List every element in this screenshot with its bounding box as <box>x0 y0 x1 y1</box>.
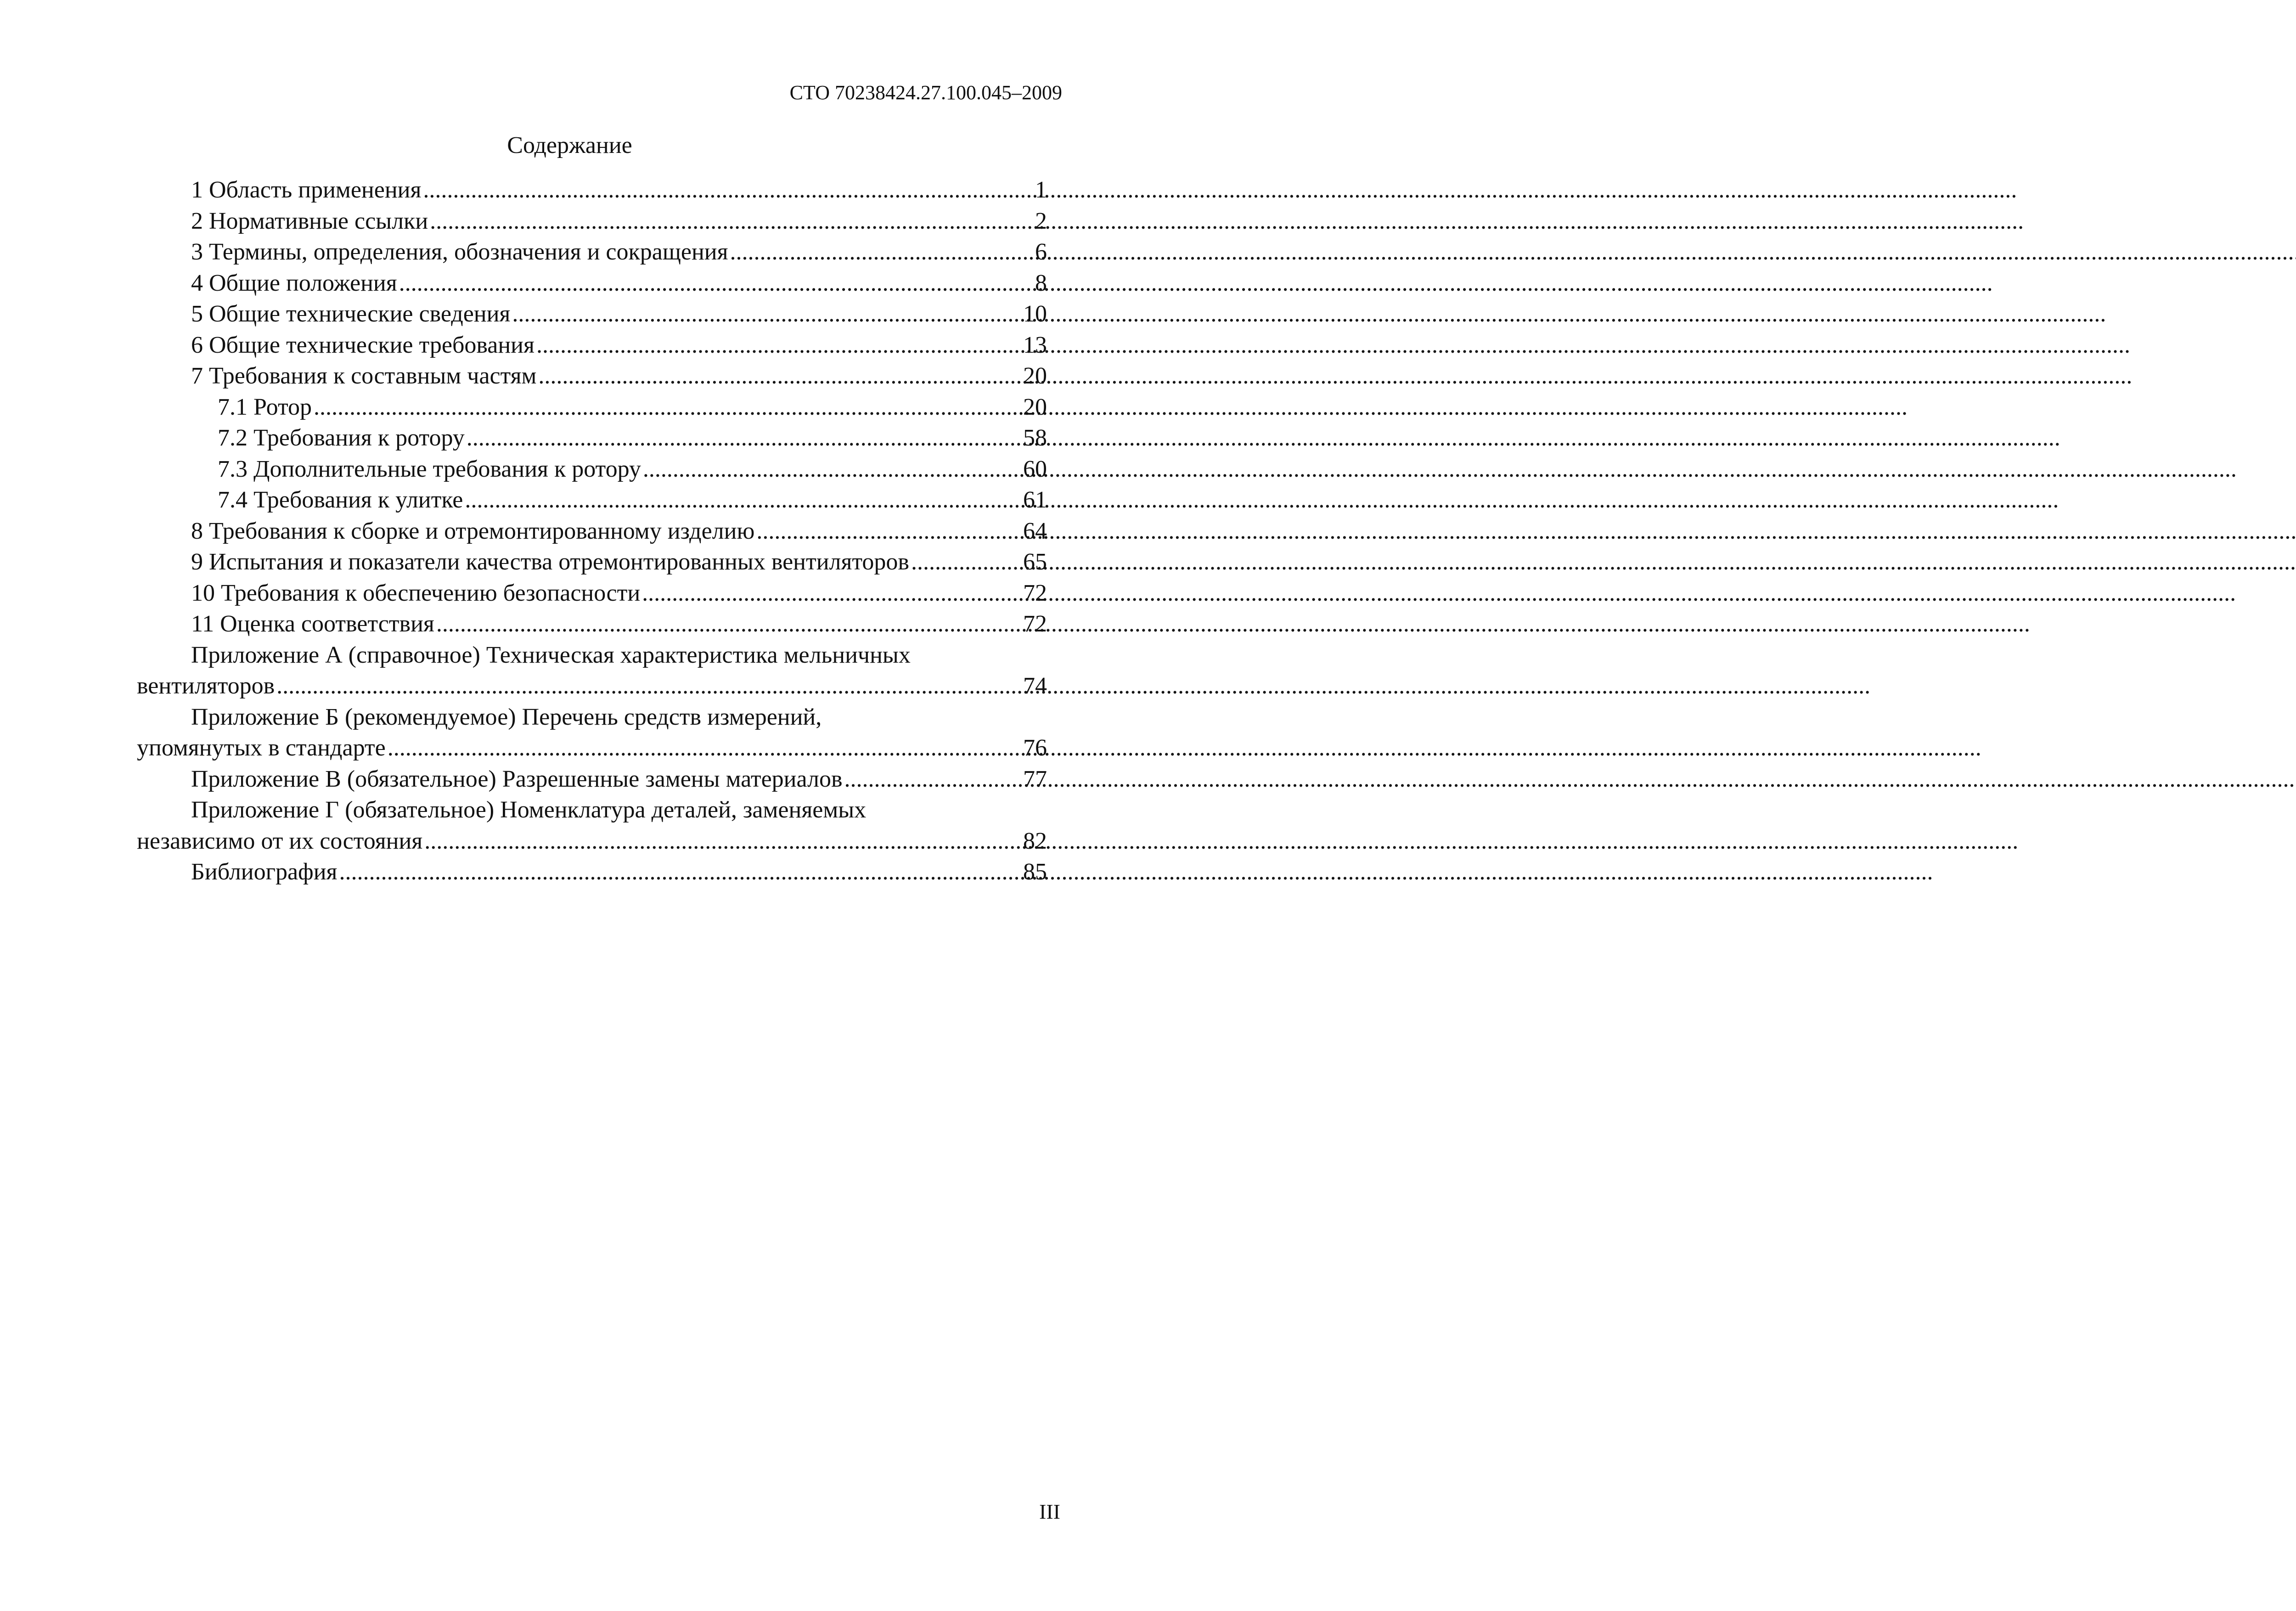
toc-entry[interactable] <box>137 299 1047 330</box>
toc-entry-page: 8 <box>1035 270 1047 296</box>
toc-entry-page: 61 <box>1023 487 1047 513</box>
page-number: III <box>1039 1500 1060 1523</box>
toc-leader-dots <box>911 546 1021 578</box>
toc-leader-dots <box>423 175 1033 206</box>
toc-leader-dots <box>536 330 1021 361</box>
toc-leader-dots <box>538 361 1021 392</box>
toc-entry-page: 2 <box>1035 208 1047 234</box>
toc-entry-page: 20 <box>1023 363 1047 389</box>
toc-entry-text: 6 Общие технические требования <box>191 332 535 358</box>
toc-leader-dots <box>756 516 1021 547</box>
toc-title: Содержание <box>507 132 632 158</box>
toc-entry[interactable] <box>137 175 1047 206</box>
toc-subentry[interactable] <box>137 454 1047 485</box>
toc-leader-dots <box>388 732 1021 764</box>
toc-leader-dots <box>512 299 1021 330</box>
toc-bibliography[interactable] <box>137 856 1047 888</box>
toc-entry[interactable] <box>137 330 1047 361</box>
toc-entry-text: 8 Требования к сборке и отремонтированному изделию <box>191 518 755 544</box>
document-code: СТО 70238424.27.100.045–2009 <box>789 81 1062 104</box>
toc-entry-page: 74 <box>1023 673 1047 699</box>
toc-entry-page: 58 <box>1023 425 1047 451</box>
toc-entry-page: 20 <box>1023 394 1047 420</box>
toc-entry[interactable] <box>137 608 1047 640</box>
toc-entry-text: 7.4 Требования к улитке <box>218 487 463 513</box>
toc-entry-text: 3 Термины, определения, обозначения и сокращения <box>191 239 728 265</box>
toc-entry-text: Приложение А (справочное) Техническая характеристика мельничных <box>191 642 911 668</box>
toc-leader-dots <box>436 608 1021 640</box>
toc-entry-page: 77 <box>1023 766 1047 792</box>
toc-entry-text: 4 Общие положения <box>191 270 397 296</box>
toc-entry-text: 10 Требования к обеспечению безопасности <box>191 580 641 606</box>
toc-leader-dots <box>424 826 1021 857</box>
toc-entry-text: 7.2 Требования к ротору <box>218 425 465 451</box>
toc-entry-page: 64 <box>1023 518 1047 544</box>
toc-appendix[interactable] <box>137 764 1047 795</box>
toc-subentry[interactable] <box>137 422 1047 454</box>
toc-entry[interactable] <box>137 546 1047 578</box>
toc-entry-page: 13 <box>1023 332 1047 358</box>
toc-entry-text: Приложение В (обязательное) Разрешенные замены материалов <box>191 766 843 792</box>
toc-leader-dots <box>276 670 1021 702</box>
toc-leader-dots <box>844 764 1021 795</box>
toc-entry-text: 7.3 Дополнительные требования к ротору <box>218 456 641 482</box>
toc-appendix-second-line[interactable] <box>137 826 1047 857</box>
toc-appendix-first-line[interactable] <box>137 640 1047 671</box>
toc-entry-text: Приложение Г (обязательное) Номенклатура деталей, заменяемых <box>191 797 867 823</box>
toc-subentry[interactable] <box>137 484 1047 516</box>
toc-entry-text: упомянутых в стандарте <box>137 735 386 761</box>
toc-appendix-second-line[interactable] <box>137 670 1047 702</box>
toc-entry[interactable] <box>137 516 1047 547</box>
toc-leader-dots <box>465 484 1021 516</box>
toc-entry-text: 11 Оценка соответствия <box>191 611 434 637</box>
toc-subentry[interactable] <box>137 392 1047 423</box>
toc-entry-text: 2 Нормативные ссылки <box>191 208 428 234</box>
table-of-contents <box>137 175 1047 888</box>
toc-entry-text: 7.1 Ротор <box>218 394 312 420</box>
toc-appendix-first-line[interactable] <box>137 702 1047 733</box>
toc-entry-text: независимо от их состояния <box>137 828 423 854</box>
toc-entry[interactable] <box>137 206 1047 237</box>
toc-entry-page: 65 <box>1023 549 1047 575</box>
toc-entry-text: 5 Общие технические сведения <box>191 301 511 327</box>
toc-entry-page: 1 <box>1035 177 1047 203</box>
toc-leader-dots <box>430 206 1033 237</box>
toc-entry-page: 72 <box>1023 611 1047 637</box>
toc-leader-dots <box>642 578 1021 609</box>
toc-entry[interactable] <box>137 578 1047 609</box>
toc-entry-page: 10 <box>1023 301 1047 327</box>
toc-entry-text: вентиляторов <box>137 673 275 699</box>
toc-leader-dots <box>314 392 1021 423</box>
toc-entry-text: 1 Область применения <box>191 177 422 203</box>
toc-leader-dots <box>467 422 1021 454</box>
toc-entry-text: Библиография <box>191 859 338 885</box>
toc-entry[interactable] <box>137 268 1047 299</box>
toc-entry-page: 60 <box>1023 456 1047 482</box>
toc-entry-text: Приложение Б (рекомендуемое) Перечень средств измерений, <box>191 704 822 730</box>
toc-entry-page: 6 <box>1035 239 1047 265</box>
toc-entry-page: 72 <box>1023 580 1047 606</box>
toc-entry-text: 9 Испытания и показатели качества отремонтированных вентиляторов <box>191 549 909 575</box>
toc-entry-page: 85 <box>1023 859 1047 885</box>
toc-leader-dots <box>399 268 1033 299</box>
toc-entry-page: 76 <box>1023 735 1047 761</box>
toc-entry[interactable] <box>137 237 1047 268</box>
toc-entry[interactable] <box>137 361 1047 392</box>
toc-appendix-second-line[interactable] <box>137 732 1047 764</box>
toc-leader-dots <box>643 454 1021 485</box>
toc-appendix-first-line[interactable] <box>137 794 1047 826</box>
toc-leader-dots <box>339 856 1021 888</box>
toc-leader-dots <box>730 237 1033 268</box>
toc-entry-text: 7 Требования к составным частям <box>191 363 537 389</box>
toc-entry-page: 82 <box>1023 828 1047 854</box>
